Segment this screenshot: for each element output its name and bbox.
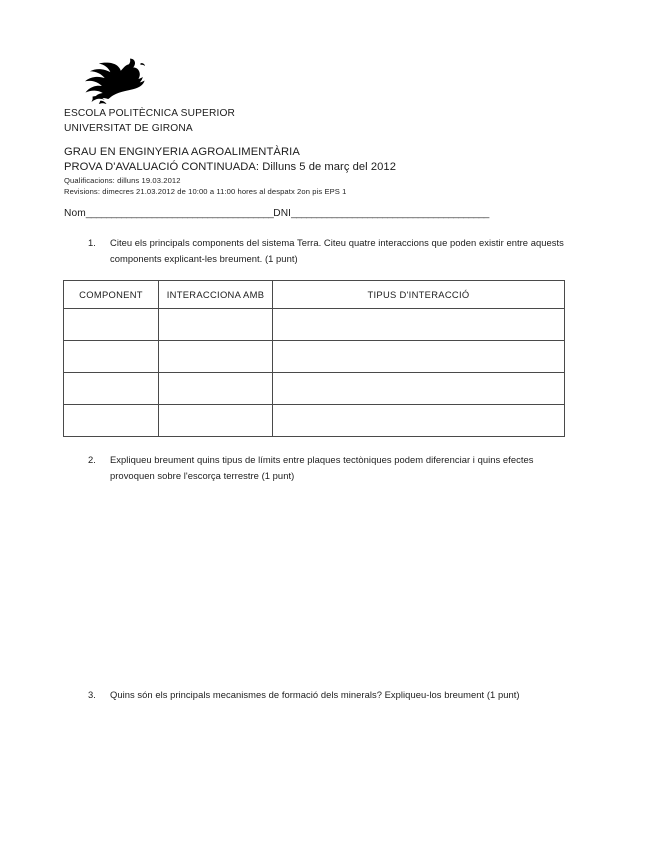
dni-label: DNI <box>273 208 292 219</box>
cell-interaction-type[interactable] <box>273 341 565 373</box>
header-component: COMPONENT <box>64 281 159 309</box>
question-1-number: 1. <box>88 237 96 248</box>
bird-logo-icon <box>74 52 146 104</box>
table-header-row <box>64 281 565 309</box>
identity-line <box>64 208 489 219</box>
cell-interaction-type[interactable] <box>273 373 565 405</box>
table-row <box>64 373 565 405</box>
question-1 <box>88 235 568 266</box>
cell-interacts-with[interactable] <box>159 341 273 373</box>
question-2-text: Expliqueu breument quins tipus de límits entre plaques tectòniques podem diferenciar i quins efectes provoquen sobre l'escorça terrestre (1 punt) <box>110 454 534 481</box>
institution-line-university: UNIVERSITAT DE GIRONA <box>64 122 193 134</box>
question-3-number: 3. <box>88 689 96 700</box>
cell-component[interactable] <box>64 341 159 373</box>
question-1-text: Citeu els principals components del sistema Terra. Citeu quatre interaccions que poden existir entre aquests components explicant-les breument. (1 punt) <box>110 237 564 264</box>
cell-interacts-with[interactable] <box>159 405 273 437</box>
cell-interacts-with[interactable] <box>159 309 273 341</box>
cell-component[interactable] <box>64 309 159 341</box>
question-2 <box>88 452 573 483</box>
dni-write-rule[interactable]: _______________________________________ <box>291 208 489 219</box>
cell-component[interactable] <box>64 373 159 405</box>
table-row <box>64 405 565 437</box>
degree-title: GRAU EN ENGINYERIA AGROALIMENTÀRIA <box>64 146 300 158</box>
review-note: Revisions: dimecres 21.03.2012 de 10:00 a 11:00 hores al despatx 2on pis EPS 1 <box>64 187 347 197</box>
table-row <box>64 309 565 341</box>
exam-title: PROVA D'AVALUACIÓ CONTINUADA: Dilluns 5 de març del 2012 <box>64 161 396 173</box>
header-interacts-with: INTERACCIONA AMB <box>159 281 273 309</box>
cell-interaction-type[interactable] <box>273 309 565 341</box>
institution-line-school: ESCOLA POLITÈCNICA SUPERIOR <box>64 108 236 119</box>
cell-interacts-with[interactable] <box>159 373 273 405</box>
interaction-table <box>63 280 565 437</box>
grades-note: Qualificacions: dilluns 19.03.2012 <box>64 176 181 185</box>
header-interaction-type: TIPUS D'INTERACCIÓ <box>273 281 565 309</box>
table-row <box>64 341 565 373</box>
name-label: Nom <box>64 208 86 219</box>
institution-block <box>64 107 235 136</box>
cell-component[interactable] <box>64 405 159 437</box>
cell-interaction-type[interactable] <box>273 405 565 437</box>
question-2-number: 2. <box>88 454 96 465</box>
exam-header-block <box>64 145 396 198</box>
question-3 <box>88 687 578 703</box>
name-write-rule[interactable]: _____________________________________ <box>85 208 274 219</box>
question-3-text: Quins són els principals mecanismes de formació dels minerals? Expliqueu-los breument (1 punt) <box>110 689 520 700</box>
